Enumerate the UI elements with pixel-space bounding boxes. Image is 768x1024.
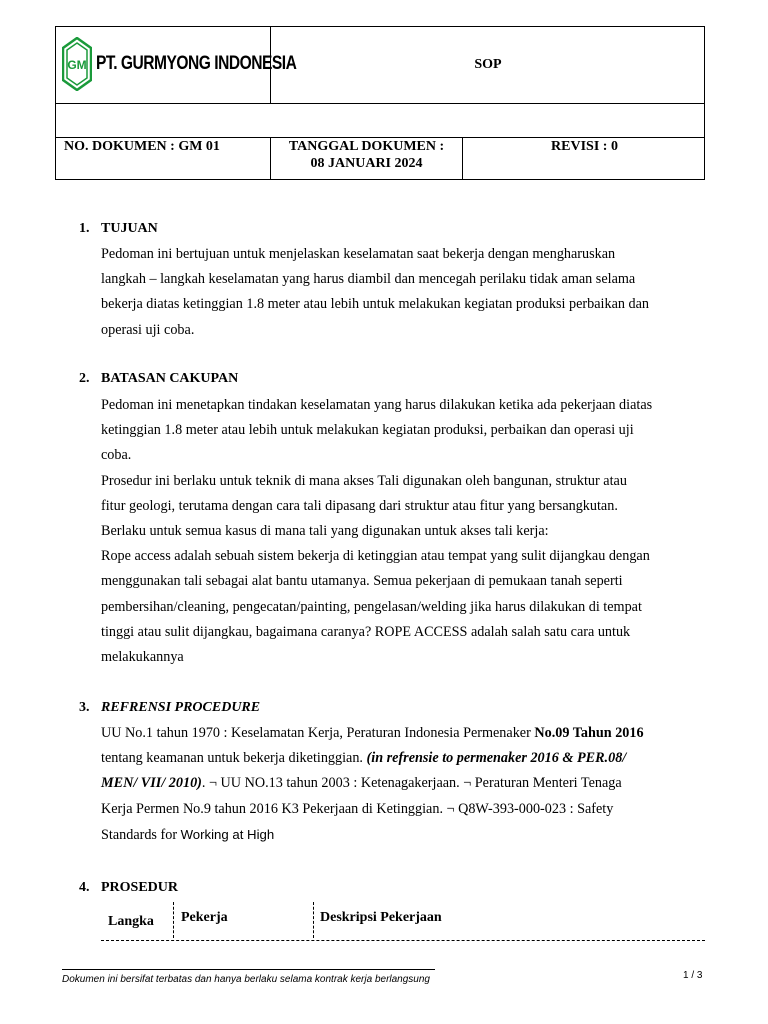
text-run-bold-italic: MEN/ VII/ 2010): [101, 775, 202, 792]
paragraph-line: Rope access adalah sebuah sistem bekerja di ketinggian atau tempat yang sulit dijangkau dengan: [101, 548, 650, 565]
section-title: PROSEDUR: [101, 880, 179, 895]
paragraph-line: fitur geologi, terutama dengan cara tali dipasang dari struktur atau fitur yang bersangkutan.: [101, 497, 618, 514]
procedure-table: [101, 902, 705, 942]
document-date-label: TANGGAL DOKUMEN :: [288, 139, 445, 154]
text-run: UU No.1 tahun 1970 : Keselamatan Kerja, Peraturan Indonesia Permenaker: [101, 725, 535, 741]
section-number: 3.: [79, 700, 90, 715]
paragraph-line: coba.: [101, 447, 132, 464]
paragraph-line: [101, 771, 711, 796]
text-run: Standards for: [101, 826, 181, 843]
section-title: BATASAN CAKUPAN: [101, 371, 239, 386]
paragraph-line: Berlaku untuk semua kasus di mana tali yang digunakan untuk akses tali kerja:: [101, 523, 549, 540]
paragraph-line: Pedoman ini bertujuan untuk menjelaskan keselamatan saat bekerja dengan mengharuskan: [101, 246, 616, 262]
footer-note: Dokumen ini bersifat terbatas dan hanya berlaku selama kontrak kerja berlangsung: [62, 974, 430, 985]
column-divider: [173, 902, 174, 938]
paragraph-line: bekerja diatas ketinggian 1.8 meter atau lebih untuk melakukan kegiatan produksi perbaikan dan: [101, 296, 650, 313]
paragraph-line: operasi uji coba.: [101, 321, 195, 338]
table-header-pekerja: Pekerja: [181, 910, 228, 925]
text-run: . ¬ UU NO.13 tahun 2003 : Ketenagakerjaan. ¬ Peraturan Menteri Tenaga: [201, 775, 622, 792]
logo-mark: GM: [67, 58, 87, 72]
section-body-tujuan: [101, 242, 711, 343]
paragraph-line: [101, 822, 711, 848]
gm-hexagon-icon: [62, 37, 92, 91]
section-heading-tujuan: [79, 221, 158, 237]
section-body-refrensi: [101, 721, 711, 848]
text-run: tentang keamanan untuk bekerja diketinggian.: [101, 750, 367, 767]
paragraph-line: Prosedur ini berlaku untuk teknik di mana akses Tali digunakan oleh bangunan, struktur atau: [101, 472, 627, 489]
section-number: 2.: [79, 371, 90, 386]
section-title: REFRENSI PROCEDURE: [101, 700, 261, 715]
table-header-langka: Langka: [108, 914, 154, 929]
section-body-batasan: [101, 393, 711, 670]
section-title: TUJUAN: [101, 221, 158, 236]
text-run-sans: Working at High: [180, 826, 275, 842]
paragraph-line: ketinggian 1.8 meter atau lebih untuk melakukan kegiatan produksi, perbaikan dan operasi uji: [101, 422, 634, 439]
table-header-deskripsi: Deskripsi Pekerjaan: [320, 910, 442, 925]
document-number: NO. DOKUMEN : GM 01: [64, 139, 220, 154]
table-divider: [56, 103, 704, 104]
document-date: [271, 138, 462, 172]
paragraph-line: [101, 797, 711, 822]
company-name: PT. GURMYONG INDONESIA: [96, 53, 297, 74]
table-divider: [101, 940, 705, 941]
column-divider: [313, 902, 314, 938]
section-number: 1.: [79, 221, 90, 236]
document-title: SOP: [474, 57, 502, 72]
paragraph-line: [101, 721, 711, 746]
section-heading-refrensi: [79, 700, 260, 716]
text-run: Kerja Permen No.9 tahun 2016 K3 Pekerjaan di Ketinggian. ¬ Q8W-393-000-023 : Safety: [101, 800, 614, 817]
paragraph-line: melakukannya: [101, 649, 184, 666]
paragraph-line: tinggi atau sulit dijangkau, bagaimana caranya? ROPE ACCESS adalah salah satu cara untuk: [101, 623, 631, 640]
paragraph-line: Pedoman ini menetapkan tindakan keselamatan yang harus dilakukan ketika ada pekerjaan diatas: [101, 397, 653, 413]
paragraph-line: menggunakan tali sebagai alat bantu utamanya. Semua pekerjaan di pemukaan tanah seperti: [101, 573, 623, 590]
document-header-table: [55, 26, 705, 180]
page-number: 1 / 3: [683, 970, 703, 981]
text-run-bold-italic: (in refrensie to permenaker 2016 & PER.08/: [366, 750, 627, 767]
section-heading-prosedur: [79, 880, 178, 896]
text-run-bold: No.09 Tahun 2016: [534, 725, 644, 741]
paragraph-line: pembersihan/cleaning, pengecatan/painting, pengelasan/welding jika harus dilakukan di tempat: [101, 598, 642, 615]
paragraph-line: [101, 746, 711, 771]
section-heading-batasan: [79, 371, 238, 387]
document-date-value: 08 JANUARI 2024: [310, 156, 423, 171]
document-revision: REVISI : 0: [551, 139, 618, 154]
paragraph-line: langkah – langkah keselamatan yang harus diambil dan mencegah perilaku tidak aman selama: [101, 271, 636, 288]
section-number: 4.: [79, 880, 90, 895]
footer-rule: [62, 969, 435, 970]
